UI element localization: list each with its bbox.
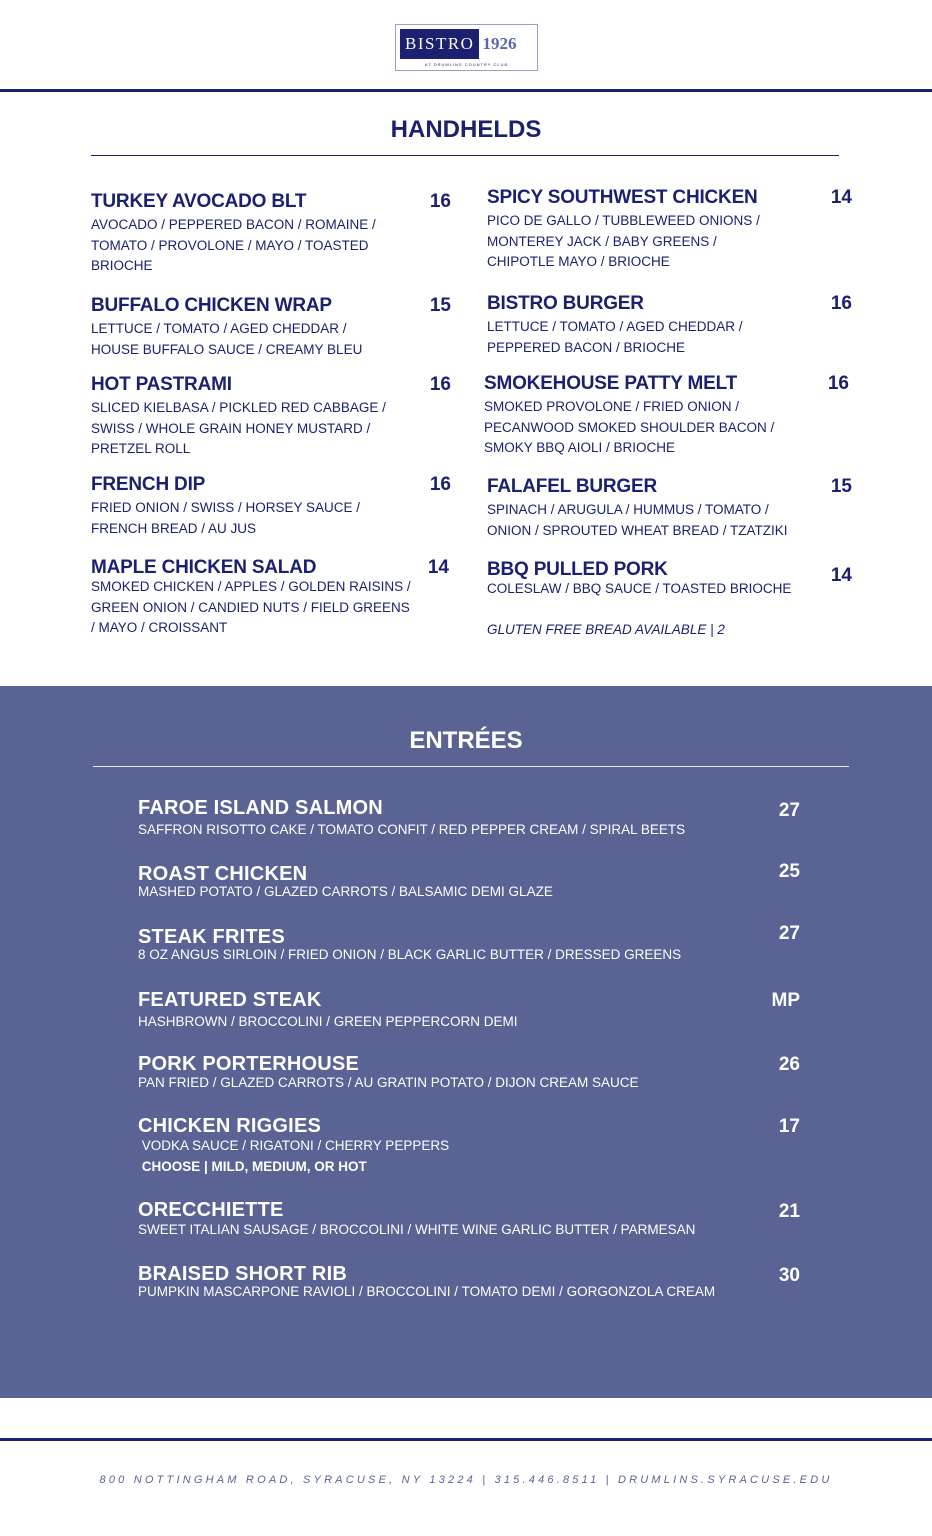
item-price: 16 (429, 474, 451, 495)
entrees-divider (93, 766, 849, 767)
entree-price: 25 (778, 861, 800, 882)
entree-price: 30 (778, 1265, 800, 1286)
menu-item (91, 474, 451, 539)
entree-price: 21 (778, 1201, 800, 1222)
header-divider (0, 89, 932, 92)
item-name: SPICY SOUTHWEST CHICKEN (487, 187, 758, 208)
entree-price: 27 (778, 800, 800, 821)
entree-item (138, 1053, 800, 1094)
entree-name: BRAISED SHORT RIB (138, 1263, 347, 1285)
footer-divider (0, 1438, 932, 1441)
item-name: SMOKEHOUSE PATTY MELT (484, 373, 738, 394)
item-price: 14 (830, 187, 852, 208)
handhelds-divider (91, 155, 839, 156)
item-description: SPINACH / ARUGULA / HUMMUS / TOMATO / ONION / SPROUTED WHEAT BREAD / TZATZIKI (487, 502, 788, 538)
item-description: COLESLAW / BBQ SAUCE / TOASTED BRIOCHE (487, 581, 792, 596)
entree-description: SWEET ITALIAN SAUSAGE / BROCCOLINI / WHITE WINE GARLIC BUTTER / PARMESAN (138, 1222, 696, 1237)
menu-item (91, 191, 451, 277)
item-price: 16 (827, 373, 849, 394)
footer-contact: 800 NOTTINGHAM ROAD, SYRACUSE, NY 13224 | 315.446.8511 | DRUMLINS.SYRACUSE.EDU (99, 1474, 833, 1486)
entree-description: HASHBROWN / BROCCOLINI / GREEN PEPPERCORN DEMI (138, 1014, 518, 1029)
entree-item (138, 1263, 800, 1303)
entree-name: PORK PORTERHOUSE (138, 1053, 360, 1075)
item-name: BISTRO BURGER (487, 293, 644, 314)
item-name: BBQ PULLED PORK (487, 559, 668, 580)
logo (395, 24, 538, 71)
menu-item (91, 374, 451, 460)
entree-name: FEATURED STEAK (138, 989, 322, 1011)
entree-item (138, 1199, 800, 1241)
menu-item (487, 293, 852, 358)
item-description: SMOKED CHICKEN / APPLES / GOLDEN RAISINS / GREEN ONION / CANDIED NUTS / FIELD GREENS / MAYO / CROISSANT (91, 579, 411, 635)
item-name: FALAFEL BURGER (487, 476, 657, 497)
handhelds-heading: HANDHELDS (390, 116, 542, 143)
logo-year: 1926 (482, 34, 517, 53)
entree-name: CHICKEN RIGGIES (138, 1115, 322, 1137)
item-price: 15 (830, 476, 852, 497)
entree-item (138, 926, 800, 966)
item-description: SMOKED PROVOLONE / FRIED ONION / PECANWOOD SMOKED SHOULDER BACON / SMOKY BBQ AIOLI / BRIOCHE (484, 399, 775, 455)
menu-item (484, 373, 849, 459)
item-description: SLICED KIELBASA / PICKLED RED CABBAGE / SWISS / WHOLE GRAIN HONEY MUSTARD / PRETZEL ROLL (91, 400, 386, 456)
item-name: MAPLE CHICKEN SALAD (91, 557, 317, 578)
menu-item (91, 557, 451, 639)
menu-item (487, 187, 852, 273)
entree-description: PAN FRIED / GLAZED CARROTS / AU GRATIN POTATO / DIJON CREAM SAUCE (138, 1075, 639, 1090)
menu-item (91, 295, 451, 360)
item-price: 15 (429, 295, 451, 316)
item-name: HOT PASTRAMI (91, 374, 232, 395)
entree-name: ORECCHIETTE (138, 1199, 284, 1221)
entree-item (138, 863, 800, 903)
item-price: 16 (830, 293, 852, 314)
item-description: FRIED ONION / SWISS / HORSEY SAUCE / FRENCH BREAD / AU JUS (91, 500, 361, 536)
item-name: FRENCH DIP (91, 474, 206, 495)
item-price: 16 (429, 191, 451, 212)
entree-price: MP (771, 990, 800, 1011)
logo-subtitle: AT DRUMLINS COUNTRY CLUB (424, 62, 509, 67)
entree-item (138, 797, 800, 841)
item-price: 14 (427, 557, 449, 578)
entree-name: ROAST CHICKEN (138, 863, 308, 885)
spice-level-note: CHOOSE | MILD, MEDIUM, OR HOT (138, 1158, 367, 1174)
item-description: PICO DE GALLO / TUBBLEWEED ONIONS / MONTEREY JACK / BABY GREENS / CHIPOTLE MAYO / BRIOCHE (487, 213, 760, 269)
item-name: TURKEY AVOCADO BLT (91, 191, 307, 212)
entree-name: FAROE ISLAND SALMON (138, 797, 383, 819)
item-price: 14 (830, 565, 852, 586)
entree-price: 27 (778, 923, 800, 944)
entrees-heading: ENTRÉES (409, 727, 523, 754)
item-name: BUFFALO CHICKEN WRAP (91, 295, 332, 316)
entree-item (138, 1115, 800, 1177)
menu-item (487, 559, 852, 600)
item-description: AVOCADO / PEPPERED BACON / ROMAINE / TOMATO / PROVOLONE / MAYO / TOASTED BRIOCHE (91, 217, 376, 273)
item-description: LETTUCE / TOMATO / AGED CHEDDAR / HOUSE BUFFALO SAUCE / CREAMY BLEU (91, 321, 363, 357)
entree-description: PUMPKIN MASCARPONE RAVIOLI / BROCCOLINI / TOMATO DEMI / GORGONZOLA CREAM (138, 1284, 716, 1299)
entree-name: STEAK FRITES (138, 926, 285, 948)
item-description: LETTUCE / TOMATO / AGED CHEDDAR / PEPPERED BACON / BRIOCHE (487, 319, 743, 355)
logo-wordmark (400, 29, 533, 59)
entree-price: 17 (778, 1116, 800, 1137)
menu-item (487, 476, 852, 541)
logo-bistro: BISTRO (400, 29, 479, 59)
entree-item (138, 989, 800, 1033)
entree-description: 8 OZ ANGUS SIRLOIN / FRIED ONION / BLACK GARLIC BUTTER / DRESSED GREENS (138, 947, 682, 962)
gluten-free-note: GLUTEN FREE BREAD AVAILABLE | 2 (487, 622, 725, 637)
entree-price: 26 (778, 1054, 800, 1075)
entree-description: VODKA SAUCE / RIGATONI / CHERRY PEPPERS (138, 1138, 450, 1153)
entree-description: SAFFRON RISOTTO CAKE / TOMATO CONFIT / RED PEPPER CREAM / SPIRAL BEETS (138, 822, 686, 837)
entree-description: MASHED POTATO / GLAZED CARROTS / BALSAMIC DEMI GLAZE (138, 884, 553, 899)
item-price: 16 (429, 374, 451, 395)
